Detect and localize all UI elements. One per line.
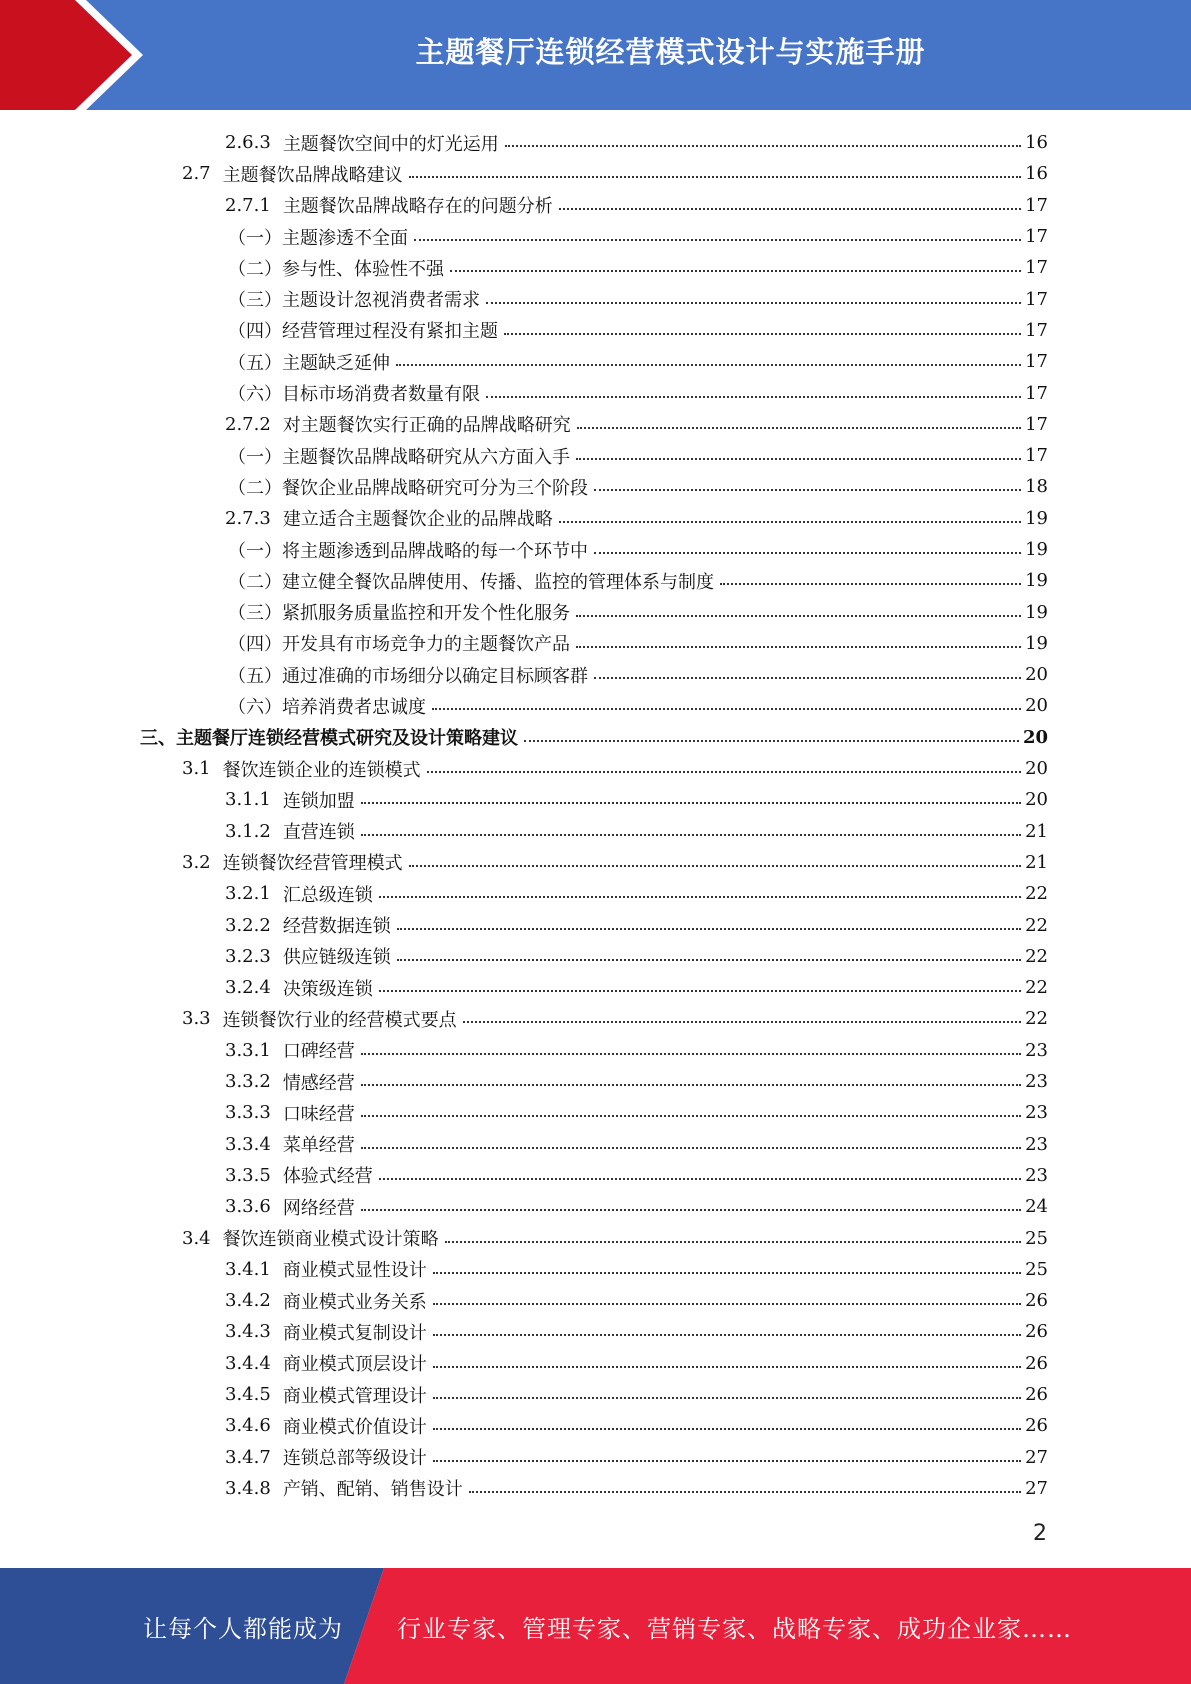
toc-entry-title: （二）建立健全餐饮品牌使用、传播、监控的管理体系与制度 [228,571,714,593]
toc-dot-leader [594,552,1021,554]
toc-dot-leader [504,333,1021,335]
toc-entry-page: 19 [1025,507,1048,529]
toc-entry-title: （四）开发具有市场竞争力的主题餐饮产品 [228,634,570,656]
toc-entry-number: 3.3.2 [225,1071,271,1093]
toc-entry-number: 3.1 [182,758,211,780]
toc-dot-leader [486,302,1021,304]
toc-entry-page: 17 [1025,445,1048,467]
toc-entry-page: 23 [1025,1164,1048,1186]
toc-entry-title: 餐饮连锁商业模式设计策略 [222,1229,439,1251]
toc-dot-leader [445,1241,1021,1243]
toc-entry[interactable] [140,534,1048,565]
toc-entry[interactable] [140,1473,1048,1504]
toc-dot-leader [396,364,1021,366]
toc-entry-title: 商业模式显性设计 [282,1260,427,1282]
header-band [0,0,1191,110]
toc-dot-leader [524,740,1019,742]
toc-entry-number: 3.3.6 [225,1196,271,1218]
toc-entry-title: 汇总级连锁 [282,884,373,906]
toc-entry-title: 体验式经营 [282,1166,373,1188]
toc-entry-page: 19 [1025,539,1048,560]
toc-entry-title: 商业模式管理设计 [282,1385,427,1407]
toc-dot-leader [361,1209,1021,1211]
toc-dot-leader [409,865,1021,867]
toc-entry-title: 主题餐饮空间中的灯光运用 [282,133,499,155]
toc-dot-leader [433,1397,1021,1399]
toc-dot-leader [361,834,1021,836]
toc-entry[interactable] [140,1441,1048,1472]
toc-entry[interactable] [140,221,1048,252]
toc-entry[interactable] [140,503,1048,534]
toc-entry[interactable] [140,1410,1048,1441]
toc-entry[interactable] [140,1254,1048,1285]
toc-entry-page: 26 [1025,1352,1048,1374]
toc-dot-leader [594,489,1021,491]
toc-entry-number: 三、 [140,728,176,750]
toc-entry[interactable] [140,283,1048,314]
toc-entry[interactable] [140,941,1048,972]
toc-entry-title: 情感经营 [282,1072,355,1094]
toc-dot-leader [433,1272,1021,1274]
toc-entry[interactable] [140,252,1048,283]
toc-entry[interactable] [140,909,1048,940]
footer-slogan-left: 让每个人都能成为 [143,1614,343,1643]
toc-entry[interactable] [140,471,1048,502]
toc-dot-leader [433,1303,1021,1305]
toc-entry-number: 3.1.2 [225,820,271,842]
toc-entry-number: 3.4 [182,1227,211,1249]
toc-entry-page: 24 [1025,1196,1048,1218]
toc-entry-title: （一）主题餐饮品牌战略研究从六方面入手 [228,446,570,468]
toc-dot-leader [576,646,1021,648]
toc-entry-title: 口碑经营 [282,1041,355,1063]
toc-entry-number: 2.6.3 [225,132,271,154]
toc-entry-page: 17 [1025,226,1048,248]
toc-entry[interactable] [140,878,1048,909]
toc-entry-page: 21 [1025,820,1048,842]
toc-entry[interactable] [140,690,1048,721]
toc-entry-title: （二）参与性、体验性不强 [228,258,444,280]
toc-entry[interactable] [140,784,1048,815]
toc-entry-number: 3.2.4 [225,977,271,999]
toc-entry[interactable] [140,722,1048,753]
toc-entry-title: 连锁餐饮行业的经营模式要点 [222,1009,457,1031]
toc-dot-leader [379,990,1021,992]
toc-entry-title: 主题餐厅连锁经营模式研究及设计策略建议 [176,728,518,750]
toc-dot-leader [433,1334,1021,1336]
toc-entry[interactable] [140,158,1048,189]
toc-entry-number: 3.3.5 [225,1164,271,1186]
page-number: 2 [1033,1521,1047,1546]
toc-entry[interactable] [140,1222,1048,1253]
toc-entry[interactable] [140,1379,1048,1410]
toc-dot-leader [505,145,1021,147]
toc-dot-leader [361,1053,1021,1055]
toc-entry-number: 2.7.3 [225,507,271,529]
toc-entry[interactable] [140,440,1048,471]
toc-entry-title: （二）餐饮企业品牌战略研究可分为三个阶段 [228,477,588,499]
toc-entry[interactable] [140,346,1048,377]
toc-entry-page: 26 [1025,1321,1048,1343]
toc-entry-title: 连锁总部等级设计 [282,1448,427,1470]
toc-dot-leader [576,615,1021,617]
toc-entry-number: 3.4.3 [225,1321,271,1343]
toc-entry-number: 3.3 [182,1008,211,1030]
toc-entry-page: 22 [1025,1008,1048,1030]
toc-entry-number: 3.4.5 [225,1384,271,1406]
toc-dot-leader [433,1460,1021,1462]
toc-entry[interactable] [140,565,1048,596]
toc-entry-title: 对主题餐饮实行正确的品牌战略研究 [282,415,571,437]
toc-entry-number: 2.7.1 [225,194,271,216]
toc-entry-title: （一）将主题渗透到品牌战略的每一个环节中 [228,540,588,562]
toc-entry-page: 23 [1025,1071,1048,1093]
toc-dot-leader [409,176,1021,178]
toc-entry-page: 16 [1025,163,1048,185]
toc-dot-leader [559,208,1021,210]
toc-entry-page: 18 [1025,476,1048,498]
table-of-contents [140,127,1048,1504]
toc-entry[interactable] [140,972,1048,1003]
toc-dot-leader [433,1366,1021,1368]
toc-entry-title: 主题餐饮品牌战略建议 [222,164,403,186]
toc-entry[interactable] [140,1191,1048,1222]
toc-dot-leader [397,928,1021,930]
toc-entry-page: 21 [1025,851,1048,873]
toc-entry-title: 网络经营 [282,1197,355,1219]
toc-entry[interactable] [140,409,1048,440]
toc-entry-title: 餐饮连锁企业的连锁模式 [222,759,421,781]
toc-entry-title: （三）主题设计忽视消费者需求 [228,290,480,312]
toc-dot-leader [594,677,1021,679]
toc-entry-number: 3.4.6 [225,1415,271,1437]
toc-entry[interactable] [140,315,1048,346]
toc-entry-page: 17 [1025,288,1048,310]
toc-dot-leader [361,802,1021,804]
toc-entry-number: 3.4.8 [225,1477,271,1499]
toc-entry-number: 3.2 [182,851,211,873]
toc-entry-page: 19 [1025,632,1048,654]
footer-slogan-right: 行业专家、管理专家、营销专家、战略专家、成功企业家…… [397,1614,1072,1643]
toc-dot-leader [361,1147,1021,1149]
toc-entry-title: 连锁餐饮经营管理模式 [222,853,403,875]
toc-dot-leader [361,1084,1021,1086]
toc-entry-page: 26 [1025,1290,1048,1312]
toc-dot-leader [379,896,1021,898]
toc-dot-leader [463,1021,1021,1023]
toc-entry-title: 菜单经营 [282,1135,355,1157]
toc-entry-title: （六）目标市场消费者数量有限 [228,384,480,406]
toc-entry-number: 3.3.1 [225,1039,271,1061]
toc-entry[interactable] [140,816,1048,847]
toc-entry-number: 3.4.7 [225,1446,271,1468]
toc-entry-title: 直营连锁 [282,822,355,844]
toc-entry-title: 口味经营 [282,1103,355,1125]
toc-entry-title: 商业模式价值设计 [282,1416,427,1438]
toc-entry-page: 17 [1025,319,1048,341]
toc-entry-page: 19 [1025,570,1048,592]
toc-entry-number: 3.4.4 [225,1352,271,1374]
toc-entry-page: 20 [1025,789,1048,811]
toc-entry-number: 3.1.1 [225,789,271,811]
toc-entry-page: 25 [1025,1227,1048,1249]
toc-dot-leader [397,959,1021,961]
toc-entry[interactable] [140,1285,1048,1316]
toc-entry-title: （三）紧抓服务质量监控和开发个性化服务 [228,603,570,625]
toc-entry-number: 2.7 [182,163,211,185]
toc-entry-page: 27 [1025,1477,1048,1499]
toc-entry-page: 17 [1025,351,1048,373]
toc-entry-number: 3.3.3 [225,1102,271,1124]
toc-entry[interactable] [140,596,1048,627]
toc-entry[interactable] [140,1035,1048,1066]
toc-entry-number: 3.3.4 [225,1133,271,1155]
toc-dot-leader [577,427,1021,429]
toc-entry[interactable] [140,377,1048,408]
toc-entry[interactable] [140,1316,1048,1347]
toc-entry-page: 17 [1025,194,1048,216]
toc-entry-page: 25 [1025,1258,1048,1280]
toc-entry-page: 20 [1025,758,1048,780]
document-title: 主题餐厅连锁经营模式设计与实施手册 [415,34,926,69]
toc-entry[interactable] [140,1129,1048,1160]
toc-entry-page: 23 [1025,1102,1048,1124]
toc-entry-number: 2.7.2 [225,413,271,435]
toc-entry[interactable] [140,1160,1048,1191]
footer-band [0,1568,1191,1684]
toc-entry-title: （五）主题缺乏延伸 [228,352,390,374]
toc-dot-leader [432,708,1021,710]
toc-entry-page: 20 [1025,664,1048,686]
toc-entry[interactable] [140,1097,1048,1128]
toc-entry-title: 产销、配销、销售设计 [282,1479,463,1501]
toc-entry[interactable] [140,753,1048,784]
toc-entry[interactable] [140,1348,1048,1379]
toc-entry-title: 主题餐饮品牌战略存在的问题分析 [282,196,553,218]
toc-dot-leader [486,396,1021,398]
toc-entry-title: 经营数据连锁 [282,916,391,938]
toc-entry-title: 商业模式业务关系 [282,1291,427,1313]
toc-entry-title: （四）经营管理过程没有紧扣主题 [228,321,498,343]
toc-entry-title: 商业模式复制设计 [282,1322,427,1344]
toc-entry-number: 3.4.2 [225,1290,271,1312]
toc-entry-page: 17 [1025,257,1048,279]
toc-entry-title: 商业模式顶层设计 [282,1354,427,1376]
toc-entry[interactable] [140,190,1048,221]
toc-entry-page: 26 [1025,1415,1048,1437]
toc-entry[interactable] [140,1066,1048,1097]
toc-entry-page: 20 [1025,695,1048,717]
toc-entry-number: 3.2.3 [225,945,271,967]
toc-dot-leader [469,1491,1021,1493]
toc-entry-title: （一）主题渗透不全面 [228,227,408,249]
toc-entry-title: 供应链级连锁 [282,947,391,969]
toc-entry-page: 22 [1025,883,1048,905]
toc-entry[interactable] [140,1003,1048,1034]
toc-entry-page: 16 [1025,132,1048,154]
toc-entry-title: 决策级连锁 [282,978,373,1000]
toc-entry-page: 17 [1025,413,1048,435]
toc-entry-page: 22 [1025,977,1048,999]
toc-entry[interactable] [140,127,1048,158]
toc-entry[interactable] [140,628,1048,659]
toc-entry-title: 连锁加盟 [282,790,355,812]
toc-entry-page: 23 [1025,1133,1048,1155]
toc-entry[interactable] [140,659,1048,690]
toc-entry-title: 建立适合主题餐饮企业的品牌战略 [282,509,553,531]
toc-dot-leader [450,270,1021,272]
toc-entry-number: 3.2.1 [225,883,271,905]
toc-dot-leader [427,771,1021,773]
toc-entry-page: 19 [1025,601,1048,623]
toc-entry-title: （五）通过准确的市场细分以确定目标顾客群 [228,665,588,687]
toc-entry-page: 26 [1025,1384,1048,1406]
toc-entry-page: 17 [1025,382,1048,404]
toc-entry-page: 22 [1025,945,1048,967]
toc-entry-title: （六）培养消费者忠诚度 [228,696,426,718]
toc-dot-leader [433,1428,1021,1430]
toc-dot-leader [361,1115,1021,1117]
toc-entry-number: 3.2.2 [225,914,271,936]
toc-dot-leader [576,458,1021,460]
toc-dot-leader [414,239,1021,241]
toc-entry-page: 23 [1025,1039,1048,1061]
toc-entry-page: 20 [1022,726,1048,748]
toc-entry[interactable] [140,847,1048,878]
toc-dot-leader [720,583,1021,585]
toc-entry-page: 22 [1025,914,1048,936]
toc-dot-leader [559,521,1021,523]
toc-entry-page: 27 [1025,1446,1048,1468]
toc-entry-number: 3.4.1 [225,1258,271,1280]
toc-dot-leader [379,1178,1021,1180]
